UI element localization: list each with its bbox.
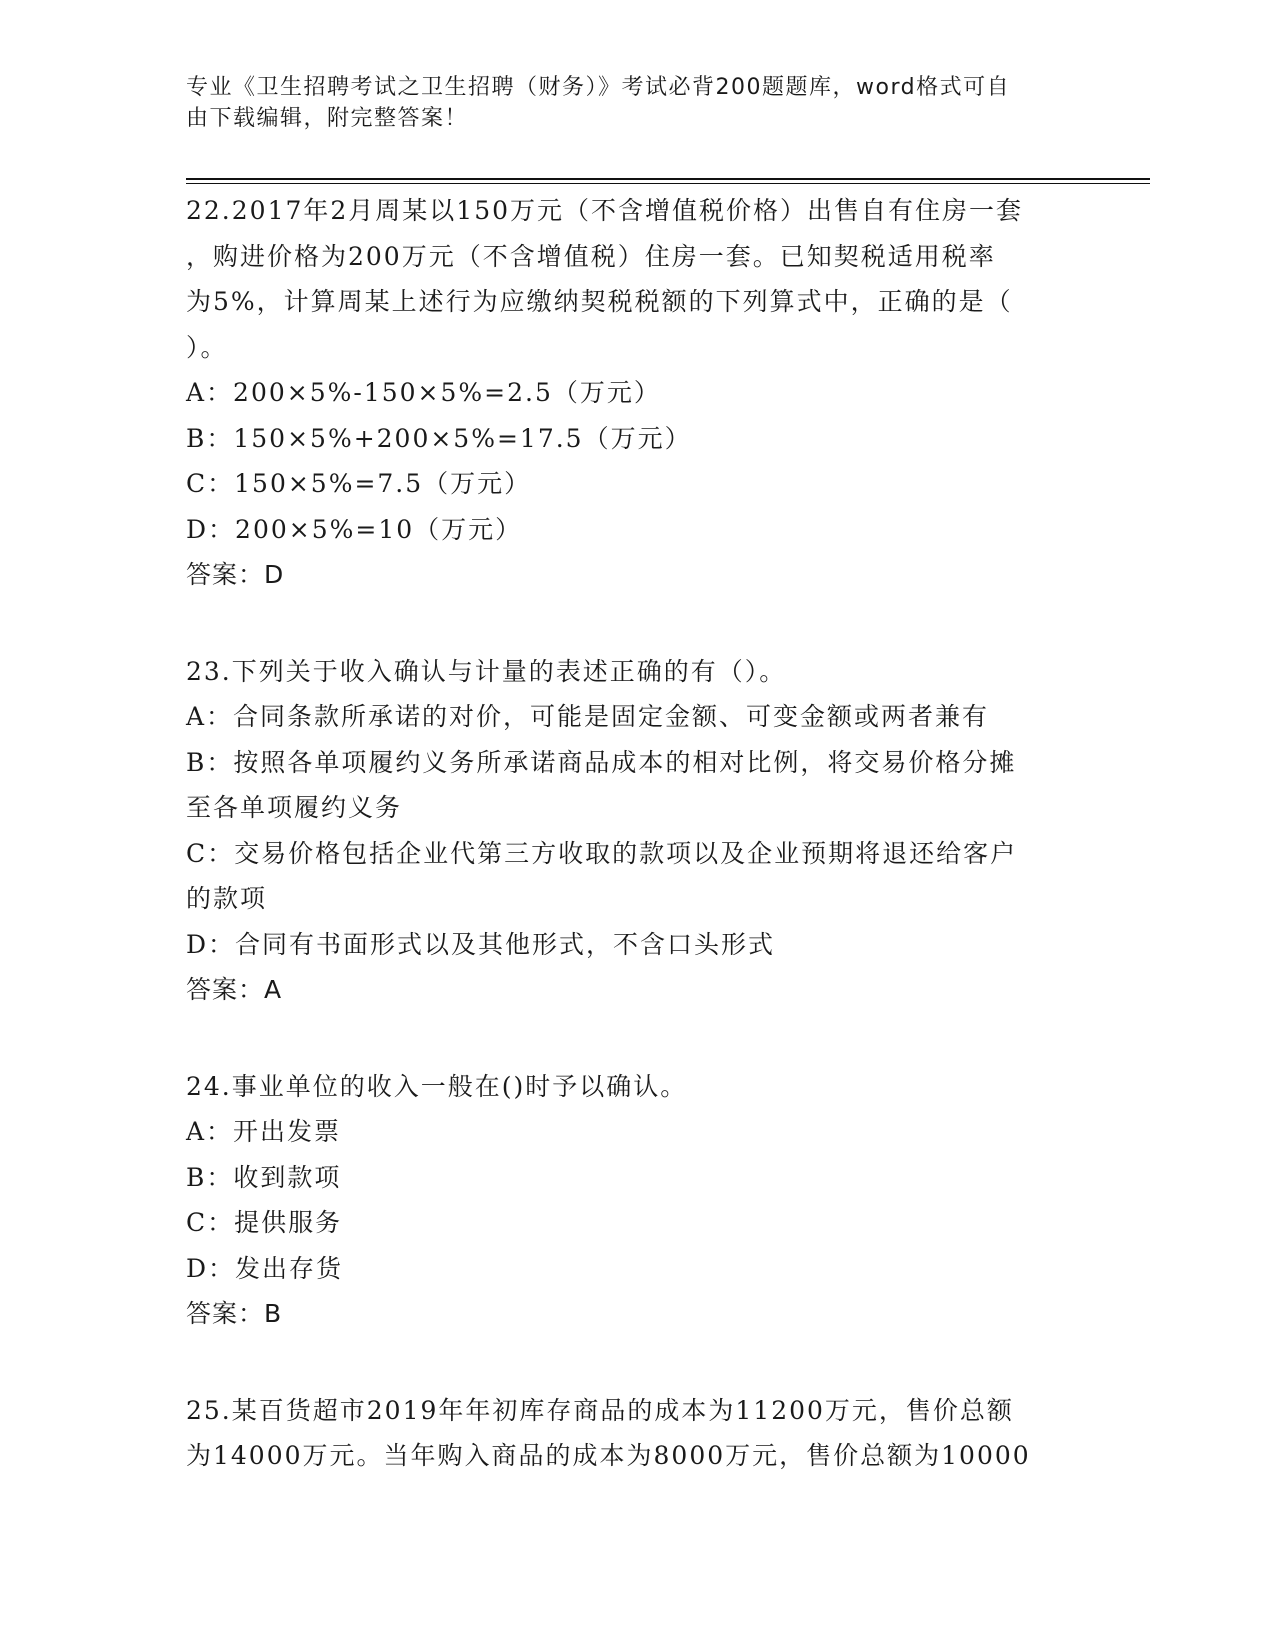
question-25 [186, 1388, 1086, 1479]
question-stem-line: ）。 [186, 332, 228, 362]
question-24 [186, 1064, 1086, 1337]
option-a: A：开出发票 [186, 1117, 342, 1146]
header-line-2: 由下载编辑，附完整答案！ [186, 106, 469, 131]
option-d: D：200×5%=10（万元） [186, 514, 523, 544]
header-divider-thick [186, 178, 1150, 180]
option-a: A：合同条款所承诺的对价，可能是固定金额、可变金额或两者兼有 [186, 702, 990, 731]
header-divider-thin [186, 183, 1150, 184]
question-stem-line: 22.2017年2月周某以150万元（不含增值税价格）出售自有住房一套 [186, 196, 1024, 225]
option-c: C：150×5%=7.5（万元） [186, 469, 532, 498]
answer-line: 答案：A [186, 975, 283, 1004]
option-b: B：按照各单项履约义务所承诺商品成本的相对比例，将交易价格分摊 [186, 747, 1017, 777]
option-b-continued: 至各单项履约义务 [186, 793, 403, 822]
option-d: D：合同有书面形式以及其他形式，不含口头形式 [186, 929, 776, 959]
question-list [186, 188, 1086, 1479]
answer-line: 答案：B [186, 1299, 283, 1328]
question-stem-line: 25.某百货超市2019年年初库存商品的成本为11200万元，售价总额 [186, 1395, 1014, 1425]
option-d: D：发出存货 [186, 1253, 344, 1283]
question-stem-line: 为14000万元。当年购入商品的成本为8000万元，售价总额为10000 [186, 1441, 1031, 1470]
option-c: C：提供服务 [186, 1208, 343, 1237]
question-stem-line: 为5%，计算周某上述行为应缴纳契税税额的下列算式中，正确的是（ [186, 287, 1013, 316]
option-c-continued: 的款项 [186, 884, 268, 913]
question-stem-line: 23.下列关于收入确认与计量的表述正确的有（）。 [186, 656, 787, 686]
answer-line: 答案：D [186, 560, 285, 589]
question-23 [186, 649, 1086, 1013]
question-stem-line: 24.事业单位的收入一般在()时予以确认。 [186, 1071, 688, 1101]
question-22 [186, 188, 1086, 598]
option-b: B：150×5%+200×5%=17.5（万元） [186, 423, 692, 453]
header-line-1: 专业《卫生招聘考试之卫生招聘（财务）》考试必背200题题库，word格式可自 [186, 75, 1011, 100]
document-header [186, 72, 1066, 134]
option-b: B：收到款项 [186, 1162, 342, 1192]
option-c: C：交易价格包括企业代第三方收取的款项以及企业预期将退还给客户 [186, 838, 1018, 868]
question-stem-line: ，购进价格为200万元（不含增值税）住房一套。已知契税适用税率 [186, 241, 996, 271]
option-a: A：200×5%-150×5%=2.5（万元） [186, 378, 661, 407]
